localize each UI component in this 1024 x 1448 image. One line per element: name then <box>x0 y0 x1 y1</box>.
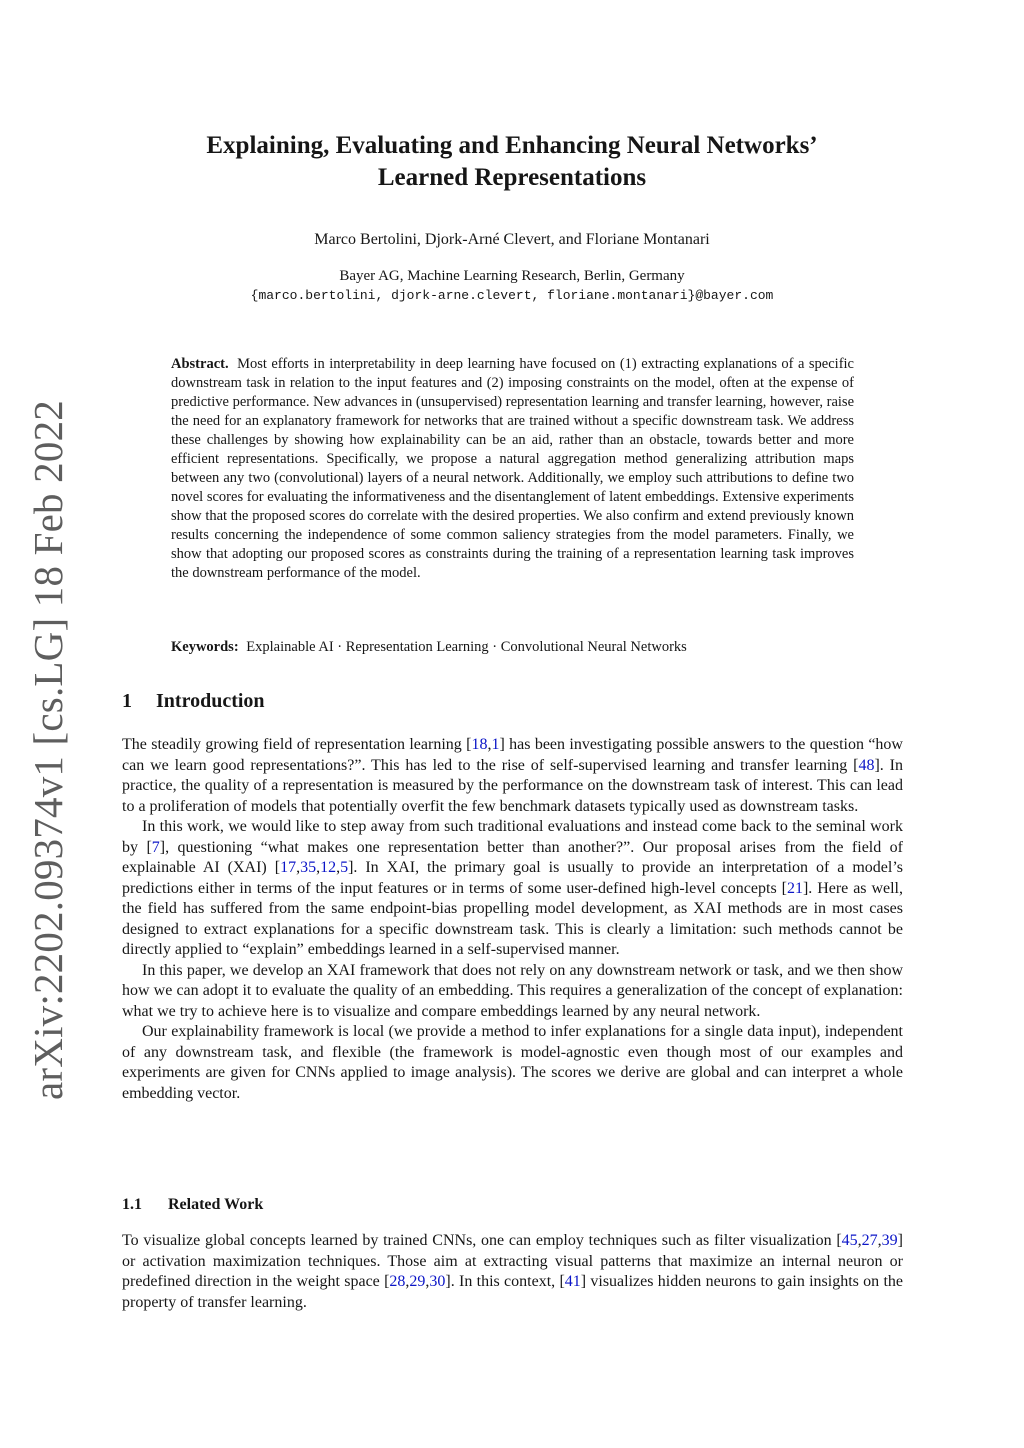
citation-bracket: [ <box>559 1273 565 1290</box>
citation-link[interactable]: 5 <box>340 859 349 876</box>
citation-link[interactable]: 17 <box>280 859 297 876</box>
citation-bracket: ] <box>499 736 505 753</box>
section-title: Introduction <box>156 690 265 712</box>
citation-bracket: , <box>487 736 492 753</box>
citation-bracket: [ <box>146 838 152 856</box>
body-paragraph <box>122 735 903 817</box>
citation-link[interactable]: 12 <box>320 859 337 876</box>
body-text-run: In this paper, we develop an XAI framework that does not rely on any downstream network or task, and we then show how we can adopt it to evaluate the quality of an embedding. This requires a generalization of the concept of explanation: what we try to achieve here is to visualize and compare embeddings learned by any neural network. <box>122 961 903 1020</box>
body-text-run: . In XAI, the primary goal is usually to provide an interpretation of a model’s predictions either in terms of the input features or in terms of some user-defined high-level concepts <box>122 859 903 897</box>
citation-bracket: [ <box>274 859 281 876</box>
citation-link[interactable]: 1 <box>491 736 500 753</box>
citation-bracket: , <box>857 1232 862 1249</box>
citation-bracket: ] <box>874 756 880 774</box>
citation-bracket: , <box>316 859 321 876</box>
citation-bracket: [ <box>466 736 472 753</box>
citation-bracket: ] <box>445 1273 451 1290</box>
body-text-run: To visualize global concepts learned by trained CNNs, one can employ techniques such as filter visualization <box>122 1232 837 1249</box>
citation-bracket: [ <box>836 1232 842 1249</box>
keywords-label: Keywords: <box>171 639 239 655</box>
section-number: 1 <box>122 690 132 712</box>
body-text-run: In this work, we would like to step away from such traditional evaluations and instead come back to the seminal work by <box>122 818 903 856</box>
abstract-label: Abstract. <box>171 356 229 372</box>
arxiv-side-stamp: arXiv:2202.09374v1 [cs.LG] 18 Feb 2022 <box>25 400 71 1100</box>
body-paragraph <box>122 1231 903 1313</box>
author-emails: {marco.bertolini, djork-arne.clevert, floriane.montanari}@bayer.com <box>250 288 774 303</box>
body-paragraph <box>122 961 903 1023</box>
body-text-run: . In practice, the quality of a representation is measured by the performance on the downstream task of interest. This can lead to a proliferation of models that potentially overfit the few benchmark datasets typically used as downstream tasks. <box>122 756 903 815</box>
subsection-title: Related Work <box>168 1196 264 1213</box>
citation-link[interactable]: 7 <box>151 838 160 856</box>
citation-bracket: ] <box>802 879 809 897</box>
citation-bracket: [ <box>853 756 859 774</box>
citation-bracket: [ <box>384 1273 390 1290</box>
paper-title <box>150 130 874 194</box>
paper-title-line: Learned Representations <box>377 164 647 191</box>
keywords <box>171 638 854 657</box>
author-list: Marco Bertolini, Djork-Arné Clevert, and Floriane Montanari <box>314 231 710 248</box>
related-work-body <box>122 1231 903 1313</box>
citation-bracket: ] <box>580 1273 587 1290</box>
citation-bracket: ] <box>897 1232 903 1249</box>
subsection-heading <box>122 1196 263 1214</box>
citation-link[interactable]: 27 <box>861 1232 878 1249</box>
body-text-run: . In this context, <box>450 1273 560 1290</box>
citation-bracket: , <box>405 1273 410 1290</box>
citation-link[interactable]: 39 <box>881 1232 898 1249</box>
body-text-run: has been investigating possible answers to the question “how can we learn good representations?”. This has led to the rise of self-supervised learning and transfer learning <box>122 736 903 774</box>
citation-bracket: , <box>296 859 301 876</box>
citation-link[interactable]: 30 <box>429 1273 446 1290</box>
body-text-run: Our explainability framework is local (we provide a method to infer explanations for a single data input), independent of any downstream task, and flexible (the framework is model-agnostic even though most of our examples and experiments are given for CNNs applied to image analysis). The scores we derive are global and can interpret a whole embedding vector. <box>122 1023 903 1102</box>
body-text-run: or activation maximization techniques. Those aim at extracting visual patterns that maximize an internal neuron or predefined direction in the weight space <box>122 1252 903 1290</box>
keywords-text: Explainable AI · Representation Learning · Convolutional Neural Networks <box>246 639 687 655</box>
subsection-number: 1.1 <box>122 1196 142 1213</box>
body-text-run: The steadily growing field of representation learning <box>122 736 467 753</box>
citation-link[interactable]: 35 <box>300 859 317 876</box>
section-heading <box>122 690 265 713</box>
citation-bracket: [ <box>781 879 787 897</box>
paper-title-line: Explaining, Evaluating and Enhancing Neural Networks’ <box>206 132 818 159</box>
body-text-run: visualizes hidden neurons to gain insights on the property of transfer learning. <box>122 1273 904 1311</box>
body-text-run: , questioning “what makes one representation better than another?”. Our proposal arises from the field of explainable AI (XAI) <box>122 838 904 876</box>
body-paragraph <box>122 1022 903 1104</box>
citation-link[interactable]: 21 <box>786 879 803 897</box>
citation-link[interactable]: 48 <box>858 756 875 774</box>
citation-bracket: , <box>336 859 341 876</box>
citation-link[interactable]: 28 <box>389 1273 406 1290</box>
citation-link[interactable]: 41 <box>564 1273 581 1290</box>
abstract <box>171 355 854 583</box>
citation-bracket: , <box>425 1273 430 1290</box>
abstract-text: Most efforts in interpretability in deep learning have focused on (1) extracting explanations of a specific downstream task in relation to the input features and (2) imposing constraints on the model, often at the expense of predictive performance. New advances in (unsupervised) representation learning and transfer learning, however, raise the need for an explanatory framework for networks that are trained without a specific downstream task. We address these challenges by showing how explainability can be an aid, rather than an obstacle, towards better and more efficient representations. Specifically, we propose a natural aggregation method generalizing attribution maps between any two (convolutional) layers of a neural network. Additionally, we employ such attributions to define two novel scores for evaluating the informativeness and the disentanglement of latent embeddings. Extensive experiments show that the proposed scores do correlate with the desired properties. We also confirm and extend previously known results concerning the independence of some common saliency strategies from the model parameters. Finally, we show that adopting our proposed scores as constraints during the training of a representation learning task improves the downstream performance of the model. <box>171 356 854 581</box>
citation-bracket: ] <box>159 838 166 856</box>
body-text-run: . Here as well, the field has suffered from the same endpoint-bias propelling model development, as XAI methods are in most cases designed to extract explanations for a specific downstream task. This is clearly a limitation: such methods cannot be directly applied to “explain” embeddings learned in a self-supervised manner. <box>122 879 903 958</box>
citation-bracket: ] <box>348 859 354 876</box>
author-affiliation: Bayer AG, Machine Learning Research, Berlin, Germany <box>339 268 685 284</box>
citation-link[interactable]: 45 <box>841 1232 858 1249</box>
citation-link[interactable]: 29 <box>409 1273 426 1290</box>
introduction-body <box>122 735 903 1104</box>
citation-bracket: , <box>877 1232 882 1249</box>
citation-link[interactable]: 18 <box>471 736 488 753</box>
body-paragraph <box>122 817 903 961</box>
